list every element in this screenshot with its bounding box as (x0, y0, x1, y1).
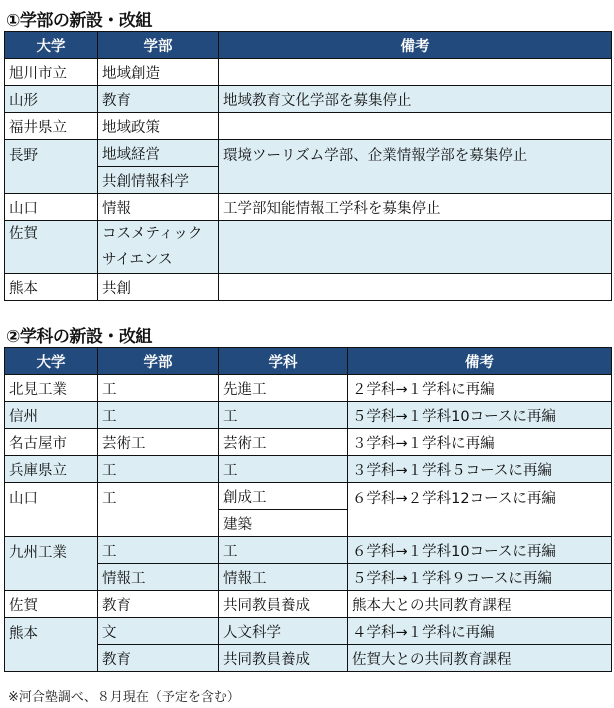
table-row (5, 375, 612, 402)
table-row (5, 86, 612, 113)
table-row (5, 429, 612, 456)
table-cell: 工 (98, 456, 219, 483)
table-cell: 旭川市立 (5, 59, 98, 86)
table-cell: ２学科→１学科に再編 (348, 375, 612, 402)
table-cell: 兵庫県立 (5, 456, 98, 483)
column-header: 学部 (98, 32, 219, 59)
table-cell: 文 (98, 618, 219, 645)
table-cell: 人文科学 (219, 618, 348, 645)
table-cell: 工 (219, 537, 348, 564)
header-row (5, 32, 612, 59)
table-cell: コスメティック サイエンス (98, 221, 219, 274)
table-cell (219, 59, 612, 86)
footnote: ※河合塾調べ、８月現在（予定を含む） (8, 690, 240, 705)
table-cell: 信州 (5, 402, 98, 429)
table-cell (219, 221, 612, 274)
table-cell: 情報工 (219, 564, 348, 591)
table-cell: ６学科→２学科12コースに再編 (348, 483, 612, 537)
table-cell: 芸術工 (219, 429, 348, 456)
table-cell: 地域創造 (98, 59, 219, 86)
table-row (5, 113, 612, 140)
faculty-table (4, 31, 612, 301)
table-cell (219, 274, 612, 301)
table-cell: 九州工業 (5, 537, 98, 591)
table-cell: 共創情報科学 (98, 167, 219, 194)
table-row (5, 591, 612, 618)
table-cell: ３学科→１学科に再編 (348, 429, 612, 456)
table-cell: 工学部知能情報工学科を募集停止 (219, 194, 612, 221)
table-cell: 情報 (98, 194, 219, 221)
table-cell: 佐賀 (5, 591, 98, 618)
department-table (4, 347, 612, 672)
table-cell: 共同教員養成 (219, 591, 348, 618)
column-header: 学科 (219, 348, 348, 375)
table-cell: 北見工業 (5, 375, 98, 402)
table-row (5, 483, 612, 510)
table-cell: 福井県立 (5, 113, 98, 140)
table-cell: 教育 (98, 645, 219, 672)
table-cell: 山形 (5, 86, 98, 113)
table-row (5, 221, 612, 274)
table-cell: 長野 (5, 140, 98, 194)
column-header: 大学 (5, 32, 98, 59)
table-cell: ４学科→１学科に再編 (348, 618, 612, 645)
section2-title: ②学科の新設・改組 (6, 327, 152, 347)
table-cell: 工 (98, 402, 219, 429)
table-cell: 名古屋市 (5, 429, 98, 456)
table-cell: 先進工 (219, 375, 348, 402)
table-cell: 教育 (98, 86, 219, 113)
table-row (5, 402, 612, 429)
column-header: 学部 (98, 348, 219, 375)
table-cell: 熊本大との共同教育課程 (348, 591, 612, 618)
table-cell: 共同教員養成 (219, 645, 348, 672)
table-cell: 山口 (5, 483, 98, 537)
table-row (5, 59, 612, 86)
table-cell: 熊本 (5, 618, 98, 672)
table-cell: 創成工 (219, 483, 348, 510)
column-header: 備考 (348, 348, 612, 375)
header-row (5, 348, 612, 375)
table-cell: 地域政策 (98, 113, 219, 140)
table-cell: 工 (98, 537, 219, 564)
table-cell: 地域教育文化学部を募集停止 (219, 86, 612, 113)
table-cell: ３学科→１学科５コースに再編 (348, 456, 612, 483)
table-row (5, 618, 612, 645)
table-cell: 芸術工 (98, 429, 219, 456)
table-cell: 地域経営 (98, 140, 219, 167)
table-cell: 情報工 (98, 564, 219, 591)
column-header: 大学 (5, 348, 98, 375)
table-row (5, 537, 612, 564)
table-cell: 建築 (219, 510, 348, 537)
table-cell: 工 (98, 483, 219, 537)
table-cell: 佐賀 (5, 221, 98, 274)
table-cell: 工 (219, 456, 348, 483)
table-cell: 熊本 (5, 274, 98, 301)
table-row (5, 194, 612, 221)
table-cell: 共創 (98, 274, 219, 301)
table-cell: 工 (98, 375, 219, 402)
table-cell: ５学科→１学科10コースに再編 (348, 402, 612, 429)
table-cell: 山口 (5, 194, 98, 221)
column-header: 備考 (219, 32, 612, 59)
table-row (5, 274, 612, 301)
table-cell: ６学科→１学科10コースに再編 (348, 537, 612, 564)
table-cell: 工 (219, 402, 348, 429)
table-cell: ５学科→１学科９コースに再編 (348, 564, 612, 591)
table-row (5, 140, 612, 167)
table-cell: 教育 (98, 591, 219, 618)
table-cell (219, 113, 612, 140)
table-cell: 佐賀大との共同教育課程 (348, 645, 612, 672)
table-row (5, 456, 612, 483)
table-cell: 環境ツーリズム学部、企業情報学部を募集停止 (219, 140, 612, 194)
section1-title: ①学部の新設・改組 (6, 11, 152, 31)
